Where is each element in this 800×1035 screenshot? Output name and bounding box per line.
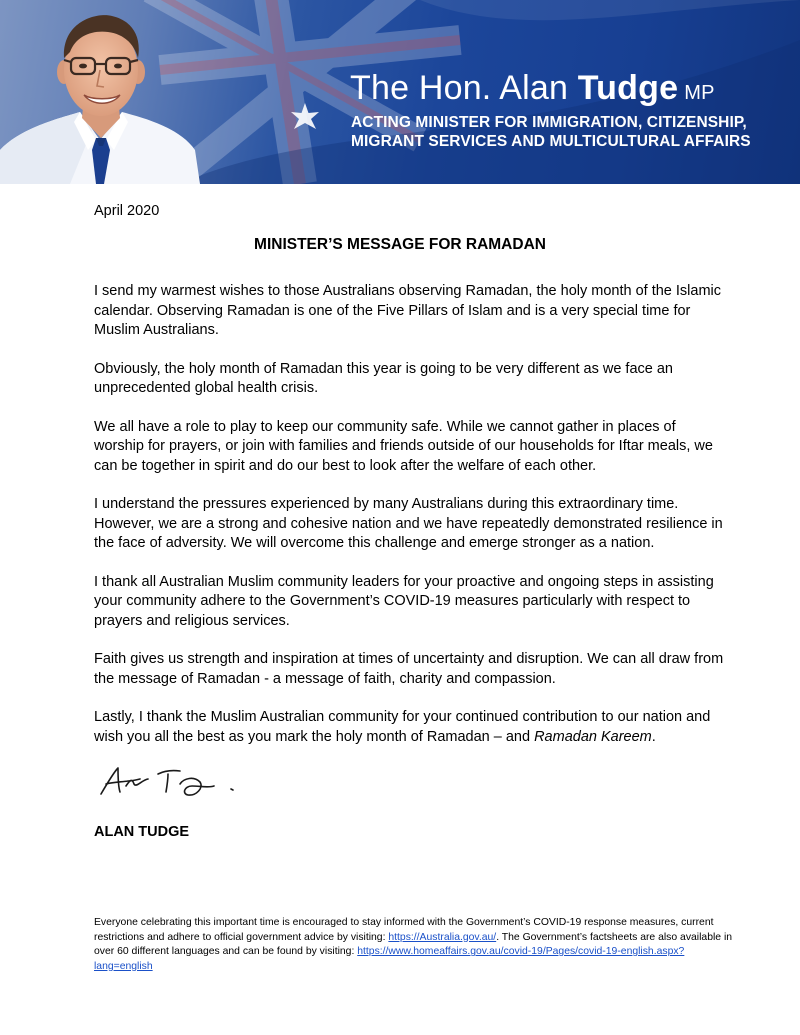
homeaffairs-covid-link[interactable]: https://www.homeaffairs.gov.au/covid-19/Pages/covid-19-english.aspx?lang=english bbox=[94, 946, 685, 972]
footnote bbox=[94, 916, 734, 974]
closing-text: Lastly, I thank the Muslim Australian community for your continued contribution to our nation and wish you all the best as you mark the holy month of Ramadan – and bbox=[94, 709, 711, 745]
paragraph: I understand the pressures experienced by many Australians during this extraordinary time. However, we are a strong and cohesive nation and we have repeatedly demonstrated resilience in the face of adversity. We will overcome this challenge and emerge stronger as a nation. bbox=[94, 496, 723, 551]
signatory-name: ALAN TUDGE bbox=[94, 824, 190, 840]
paragraph: I thank all Australian Muslim community leaders for your proactive and ongoing steps in assisting your community adhere to the Government’s COVID-19 measures particularly with respect to prayers and religious services. bbox=[94, 573, 714, 629]
closing-greeting: Ramadan Kareem bbox=[534, 728, 652, 745]
letter-body bbox=[94, 282, 724, 766]
footnote-text-1: Everyone celebrating this important time is encouraged to stay informed with the Government’s COVID-19 response measures, current restrictions and adhere to official government advice by visiting: bbox=[94, 917, 714, 943]
name-prefix: The Hon. Alan bbox=[350, 69, 569, 107]
header-banner bbox=[0, 0, 800, 184]
closing-paragraph bbox=[94, 708, 724, 747]
footnote-text-2: . The Government’s factsheets are also available in over 60 different languages and can be found by visiting: bbox=[94, 931, 733, 958]
name-surname: Tudge bbox=[577, 69, 679, 107]
name-suffix: MP bbox=[684, 82, 715, 104]
letter-heading: MINISTER’S MESSAGE FOR RAMADAN bbox=[254, 236, 546, 253]
portrait-image bbox=[0, 0, 200, 184]
australia-gov-link[interactable]: https://Australia.gov.au/ bbox=[388, 931, 497, 943]
portfolio-line-2: MIGRANT SERVICES AND MULTICULTURAL AFFAIRS bbox=[351, 133, 751, 150]
letter-date: April 2020 bbox=[94, 203, 160, 219]
paragraph: We all have a role to play to keep our community safe. While we cannot gather in places of worship for prayers, or join with families and friends outside of our households for Iftar meals, we can be together in spirit and do our best to look after the welfare of each other. bbox=[94, 418, 713, 474]
minister-name-title bbox=[350, 68, 715, 113]
handwritten-signature bbox=[96, 762, 246, 804]
portfolio-line-1: ACTING MINISTER FOR IMMIGRATION, CITIZENSHIP, bbox=[351, 114, 747, 131]
paragraph: I send my warmest wishes to those Australians observing Ramadan, the holy month of the Islamic calendar. Observing Ramadan is one of the Five Pillars of Islam and is a very special time for Muslim Australians. bbox=[94, 283, 722, 338]
paragraph: Faith gives us strength and inspiration at times of uncertainty and disruption. We can all draw from the message of Ramadan - a message of faith, charity and compassion. bbox=[94, 651, 724, 687]
closing-period: . bbox=[651, 728, 656, 745]
paragraph: Obviously, the holy month of Ramadan this year is going to be very different as we face an unprecedented global health crisis. bbox=[94, 360, 673, 396]
minister-portfolio bbox=[351, 113, 791, 151]
